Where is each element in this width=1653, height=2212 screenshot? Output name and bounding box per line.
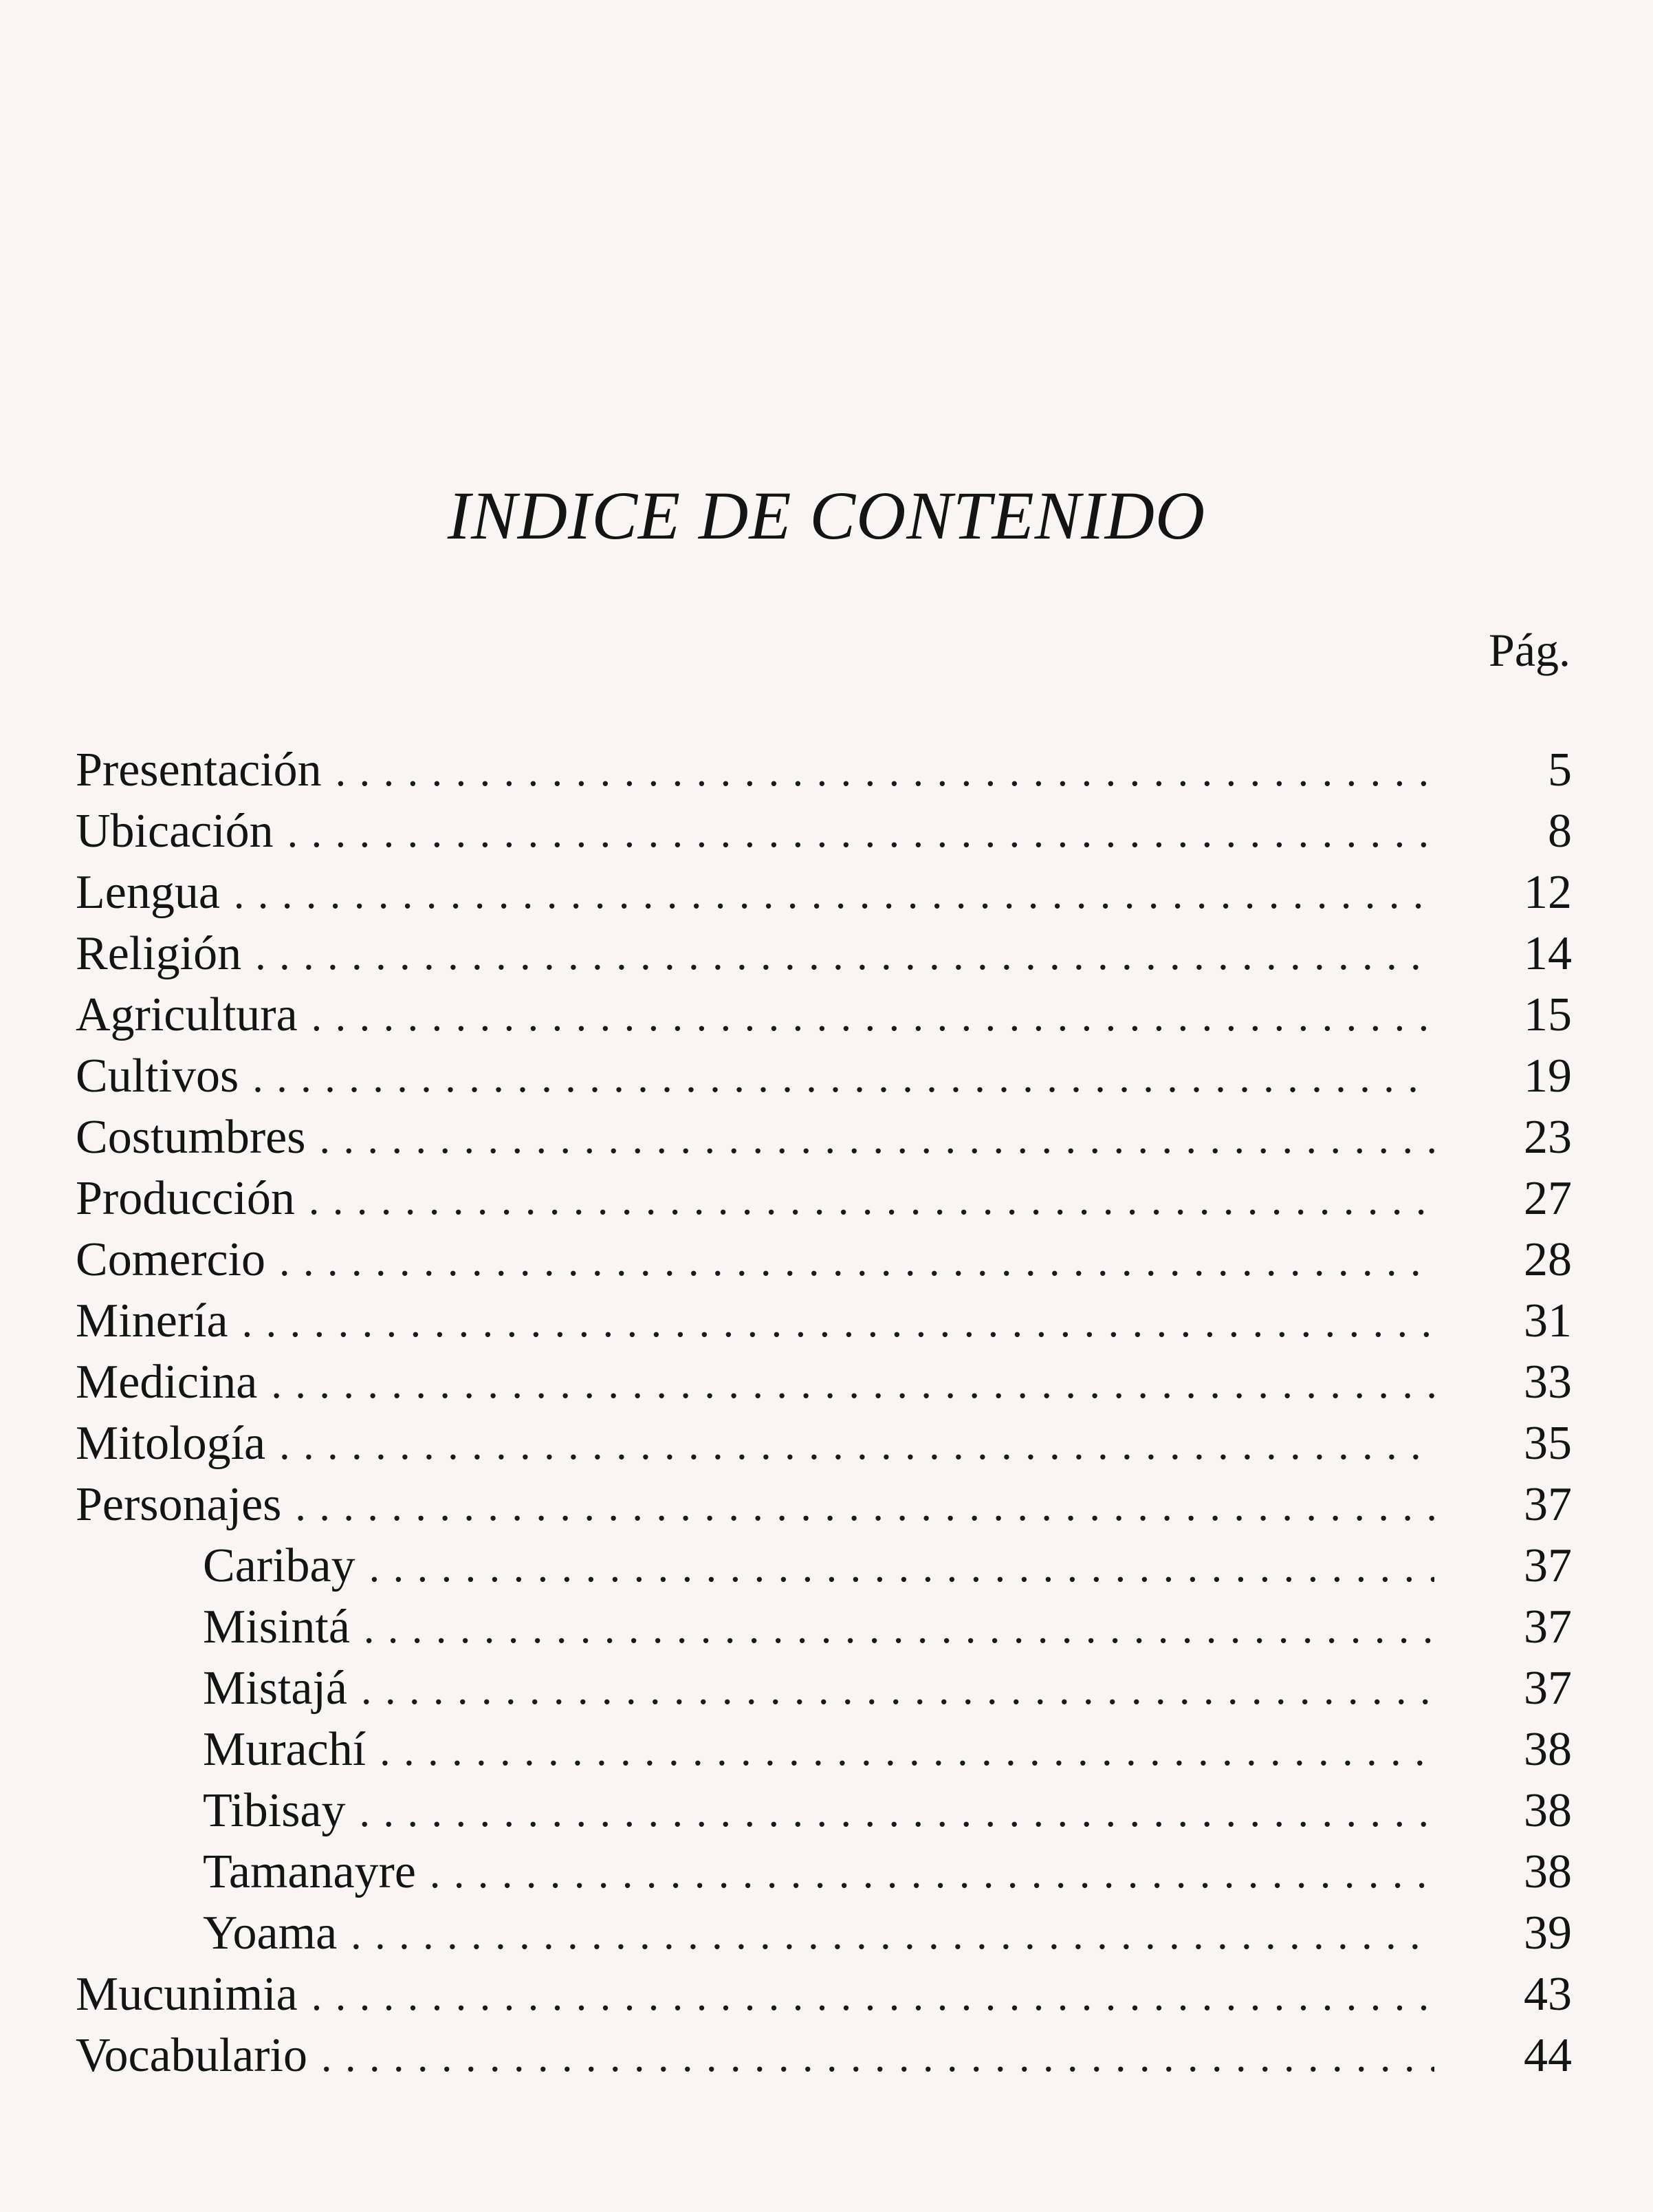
toc-entry-label: Mistajá bbox=[203, 1662, 347, 1715]
toc-entry-page: 38 bbox=[1524, 1845, 1572, 1898]
toc-entry-page: 19 bbox=[1524, 1050, 1572, 1103]
toc-entry-label: Tamanayre bbox=[203, 1845, 416, 1898]
toc-entry-label: Medicina bbox=[76, 1356, 258, 1409]
toc-entry-label: Agricultura bbox=[76, 988, 298, 1041]
toc-entry bbox=[0, 1413, 1653, 1474]
toc-entry bbox=[0, 984, 1653, 1045]
toc-entry-page: 37 bbox=[1524, 1539, 1572, 1592]
toc-entry-label: Lengua bbox=[76, 866, 220, 919]
toc-entry-label: Mitología bbox=[76, 1417, 266, 1470]
toc-entry-label: Yoama bbox=[203, 1907, 338, 1960]
dot-leader bbox=[279, 1231, 1434, 1292]
toc-entry bbox=[0, 739, 1653, 801]
dot-leader bbox=[311, 1966, 1434, 2027]
toc-entry bbox=[0, 1229, 1653, 1290]
toc-entry-page: 38 bbox=[1524, 1784, 1572, 1837]
toc-entry-page: 8 bbox=[1548, 805, 1572, 858]
dot-leader bbox=[287, 803, 1434, 864]
dot-leader bbox=[252, 1048, 1434, 1109]
toc-entry bbox=[0, 1474, 1653, 1535]
toc-entry-page: 28 bbox=[1524, 1233, 1572, 1286]
toc-entry-label: Presentación bbox=[76, 744, 322, 796]
dot-leader bbox=[336, 741, 1434, 803]
toc-entry-page: 37 bbox=[1524, 1478, 1572, 1531]
toc-subentry bbox=[0, 1535, 1653, 1596]
toc-entry-label: Caribay bbox=[203, 1539, 355, 1592]
dot-leader bbox=[360, 1782, 1434, 1843]
toc-entry bbox=[0, 1168, 1653, 1229]
toc-entry bbox=[0, 1045, 1653, 1107]
table-of-contents bbox=[0, 739, 1653, 2086]
page-title: INDICE DE CONTENIDO bbox=[447, 477, 1206, 554]
toc-subentry bbox=[0, 1596, 1653, 1658]
dot-leader bbox=[380, 1721, 1434, 1782]
dot-leader bbox=[319, 1109, 1434, 1170]
toc-entry-label: Tibisay bbox=[203, 1784, 346, 1837]
toc-entry-page: 39 bbox=[1524, 1907, 1572, 1960]
toc-entry-page: 35 bbox=[1524, 1417, 1572, 1470]
toc-entry-page: 14 bbox=[1524, 927, 1572, 980]
dot-leader bbox=[309, 1170, 1434, 1231]
dot-leader bbox=[364, 1598, 1434, 1660]
dot-leader bbox=[351, 1905, 1434, 1966]
toc-entry-page: 33 bbox=[1524, 1356, 1572, 1409]
toc-subentry bbox=[0, 1719, 1653, 1780]
toc-entry bbox=[0, 1290, 1653, 1352]
dot-leader bbox=[279, 1415, 1434, 1476]
toc-entry-page: 12 bbox=[1524, 866, 1572, 919]
toc-subentry bbox=[0, 1902, 1653, 1964]
toc-entry-page: 44 bbox=[1524, 2029, 1572, 2082]
dot-leader bbox=[242, 1292, 1434, 1354]
toc-entry-label: Religión bbox=[76, 927, 242, 980]
dot-leader bbox=[311, 986, 1434, 1048]
toc-entry bbox=[0, 801, 1653, 862]
toc-entry bbox=[0, 1352, 1653, 1413]
dot-leader bbox=[321, 2027, 1434, 2088]
toc-entry-page: 43 bbox=[1524, 1968, 1572, 2021]
toc-entry-label: Murachí bbox=[203, 1723, 366, 1776]
toc-entry bbox=[0, 1107, 1653, 1168]
page-column-label: Pág. bbox=[1489, 624, 1570, 676]
toc-entry-label: Personajes bbox=[76, 1478, 282, 1531]
toc-entry-label: Producción bbox=[76, 1172, 295, 1225]
toc-subentry bbox=[0, 1658, 1653, 1719]
dot-leader bbox=[295, 1476, 1434, 1537]
toc-entry bbox=[0, 2025, 1653, 2086]
toc-entry-label: Ubicación bbox=[76, 805, 274, 858]
toc-entry-page: 37 bbox=[1524, 1662, 1572, 1715]
toc-entry bbox=[0, 923, 1653, 984]
toc-entry-page: 38 bbox=[1524, 1723, 1572, 1776]
toc-entry-label: Misintá bbox=[203, 1601, 350, 1653]
toc-entry-page: 15 bbox=[1524, 988, 1572, 1041]
dot-leader bbox=[430, 1843, 1434, 1905]
toc-entry-label: Mucunimia bbox=[76, 1968, 298, 2021]
toc-subentry bbox=[0, 1780, 1653, 1841]
toc-entry-page: 37 bbox=[1524, 1601, 1572, 1653]
toc-entry-page: 5 bbox=[1548, 744, 1572, 796]
dot-leader bbox=[271, 1354, 1434, 1415]
toc-entry-page: 23 bbox=[1524, 1111, 1572, 1164]
toc-entry bbox=[0, 1964, 1653, 2025]
toc-entry bbox=[0, 862, 1653, 923]
dot-leader bbox=[255, 925, 1434, 986]
toc-entry-label: Comercio bbox=[76, 1233, 266, 1286]
toc-entry-page: 27 bbox=[1524, 1172, 1572, 1225]
toc-entry-label: Minería bbox=[76, 1294, 228, 1347]
dot-leader bbox=[361, 1660, 1434, 1721]
toc-entry-label: Cultivos bbox=[76, 1050, 239, 1103]
toc-entry-label: Vocabulario bbox=[76, 2029, 307, 2082]
dot-leader bbox=[234, 864, 1434, 925]
toc-entry-page: 31 bbox=[1524, 1294, 1572, 1347]
dot-leader bbox=[369, 1537, 1434, 1598]
toc-entry-label: Costumbres bbox=[76, 1111, 306, 1164]
toc-subentry bbox=[0, 1841, 1653, 1902]
